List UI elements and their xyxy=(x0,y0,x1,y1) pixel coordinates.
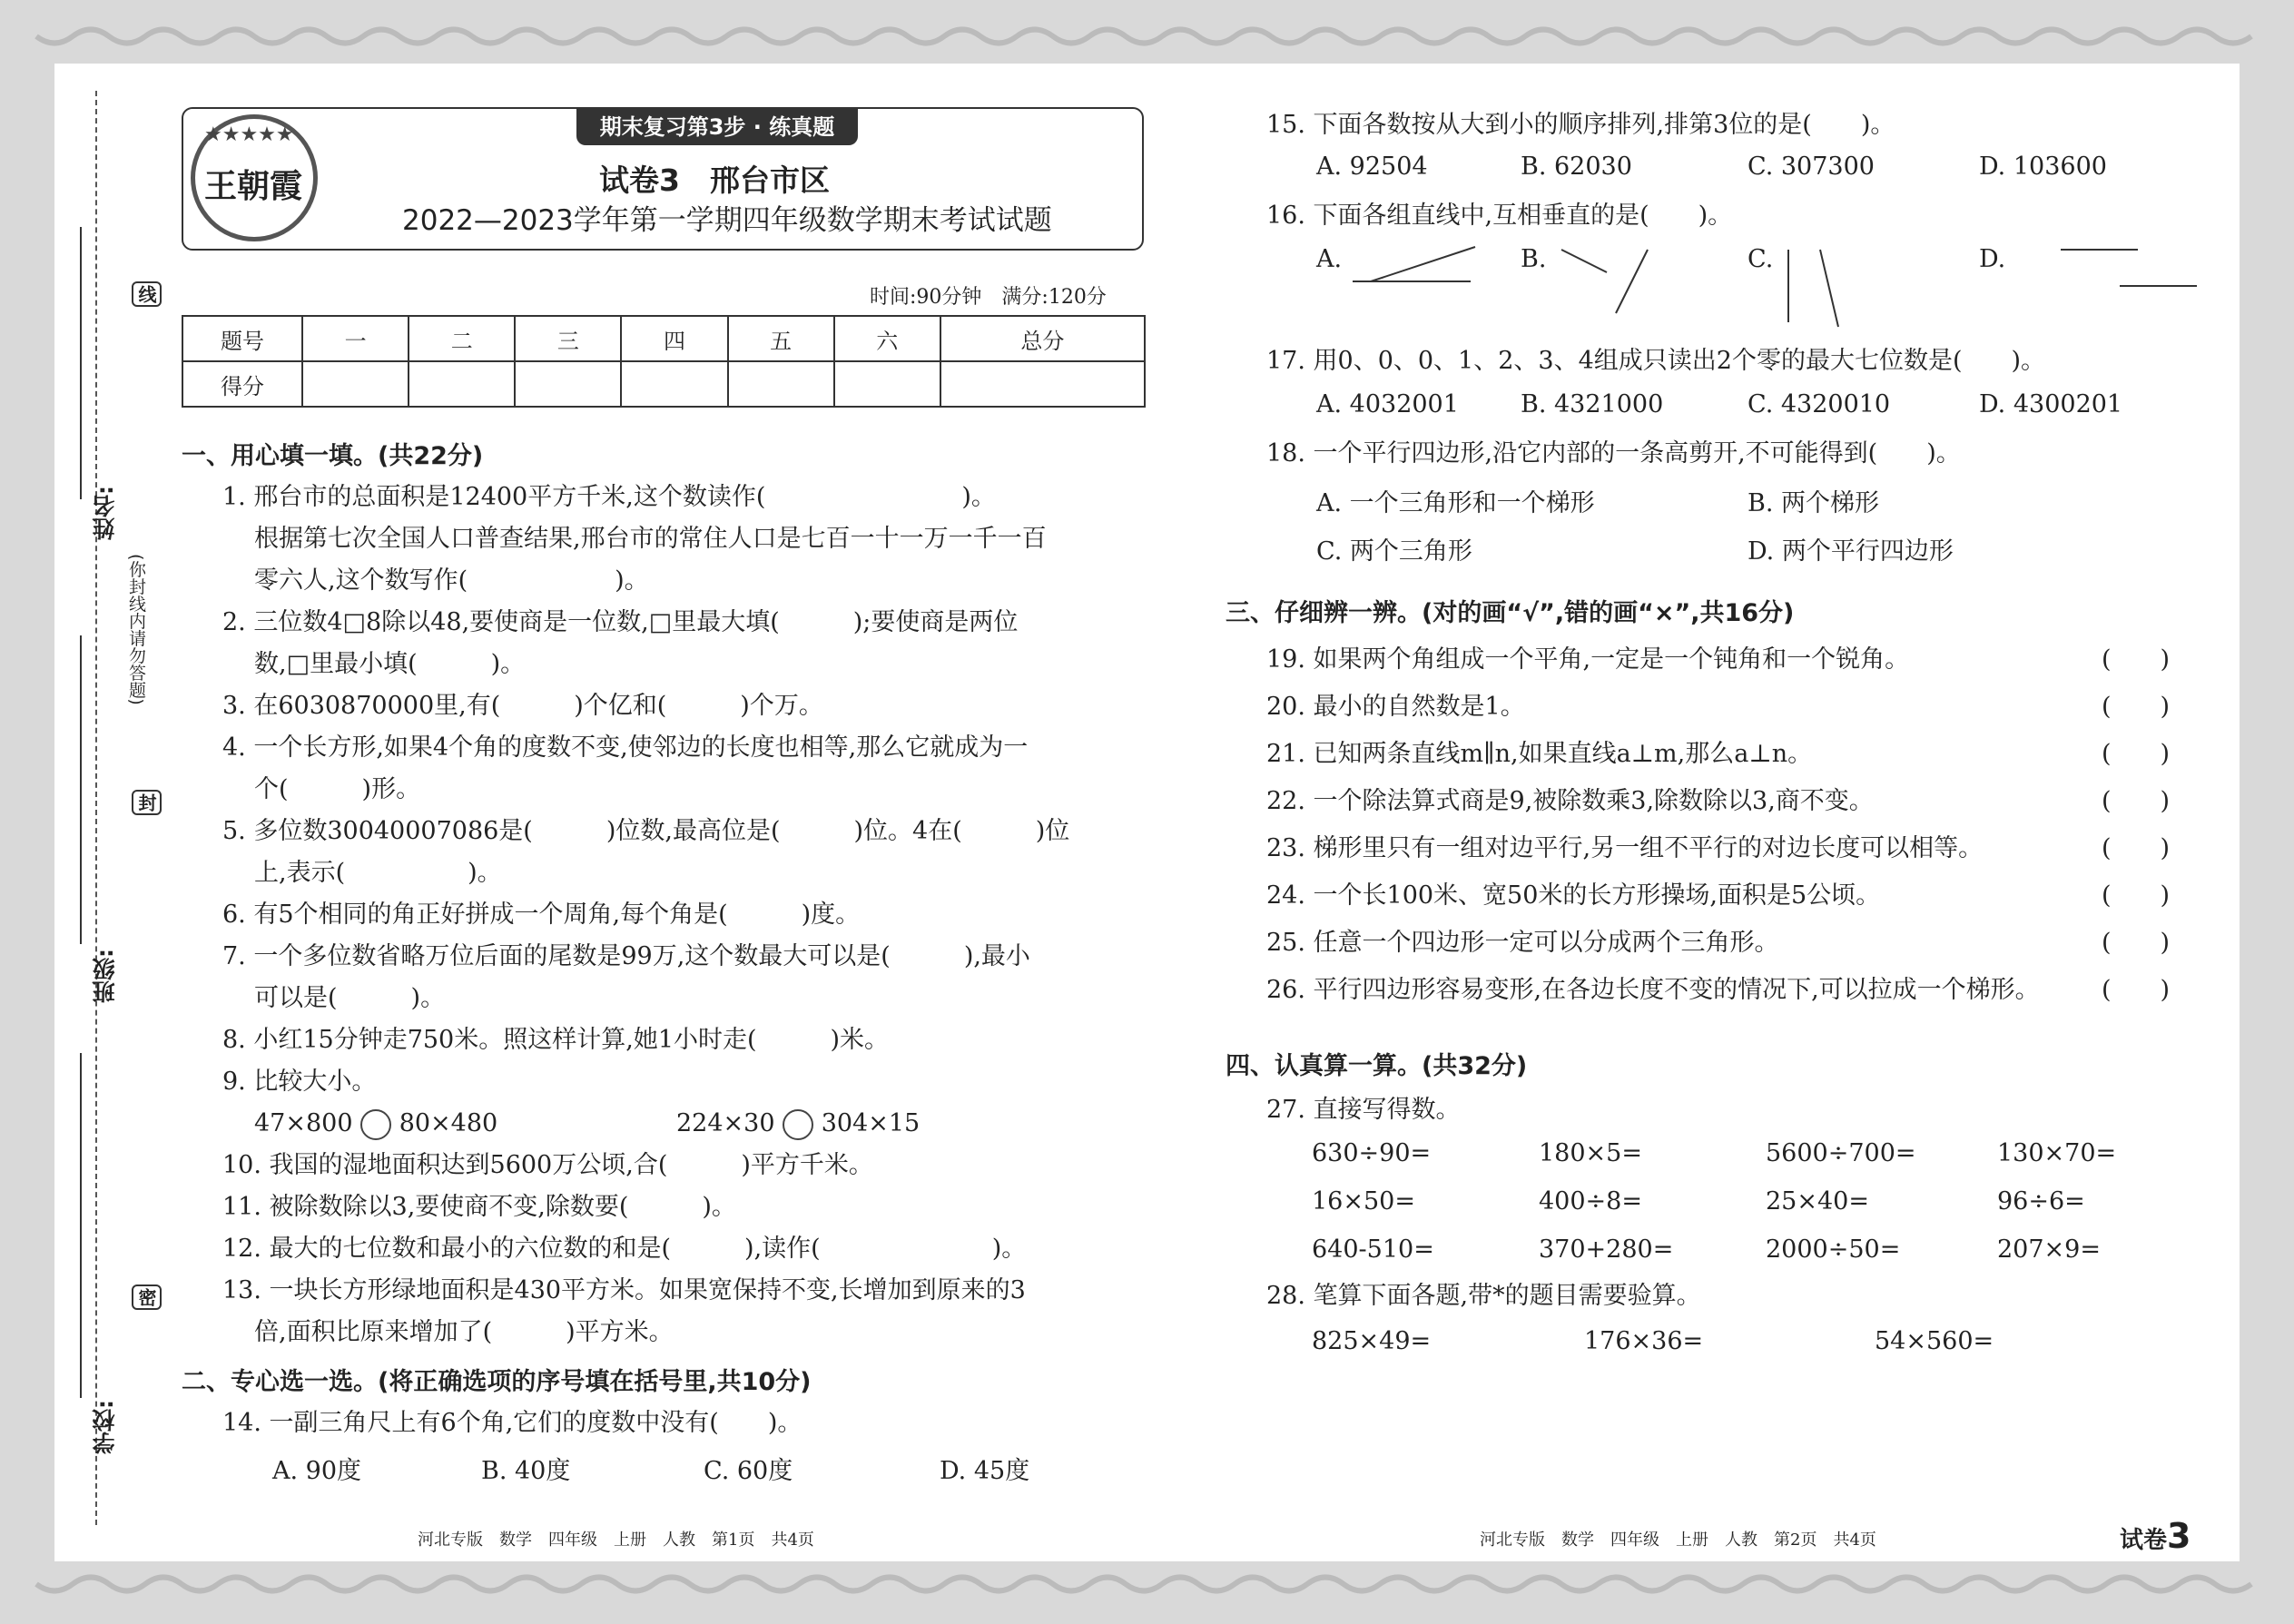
question-12: 12. 最大的七位数和最小的六位数的和是( ),读作( )。 xyxy=(222,1235,1027,1263)
judge-23: 23. 梯形里只有一组对边平行,另一组不平行的对边长度可以相等。 xyxy=(1266,834,1984,862)
calc-item: 400÷8= xyxy=(1539,1187,1642,1216)
lines-figure-c xyxy=(1779,245,1897,336)
score-cell[interactable] xyxy=(515,361,621,407)
label-seal: 封 xyxy=(132,790,162,815)
score-header: 总分 xyxy=(940,316,1145,361)
question-18: 18. 一个平行四边形,沿它内部的一条高剪开,不可能得到( )。 xyxy=(1266,439,1961,468)
question-1-line2: 根据第七次全国人口普查结果,邢台市的常住人口是七百一十一万一千一百 xyxy=(254,525,1047,553)
option-c: C. 307300 xyxy=(1748,153,1875,181)
calc-item: 370+280= xyxy=(1539,1235,1674,1264)
option-a: A. xyxy=(1316,245,1343,273)
calc-item: 16×50= xyxy=(1312,1187,1415,1216)
footer-right: 河北专版 数学 四年级 上册 人教 第2页 共4页 xyxy=(1480,1530,1876,1550)
option-d: D. xyxy=(1979,245,2006,273)
class-blank-line[interactable] xyxy=(80,635,82,944)
option-a: A. 92504 xyxy=(1316,153,1428,181)
score-header: 五 xyxy=(728,316,834,361)
option-c: C. xyxy=(1748,245,1774,273)
compare-expr: 47×800 xyxy=(254,1109,353,1137)
option-a: A. 一个三角形和一个梯形 xyxy=(1316,489,1595,517)
calc-item: 130×70= xyxy=(1997,1139,2117,1167)
written-calc-item: 176×36= xyxy=(1584,1327,1704,1355)
score-cell[interactable] xyxy=(621,361,727,407)
question-16: 16. 下面各组直线中,互相垂直的是( )。 xyxy=(1266,202,1733,230)
calc-item: 25×40= xyxy=(1766,1187,1869,1216)
exam-title: 试卷3 邢台市区 xyxy=(599,162,830,198)
judge-22: 22. 一个除法算式商是9,被除数乘3,除数除以3,商不变。 xyxy=(1266,787,1874,815)
judge-answer[interactable]: ( ) xyxy=(2102,740,2171,768)
binding-dashed-line xyxy=(95,91,97,1525)
question-17: 17. 用0、0、0、1、2、3、4组成只读出2个零的最大七位数是( )。 xyxy=(1266,347,2046,375)
question-27: 27. 直接写得数。 xyxy=(1266,1096,1461,1124)
compare-right xyxy=(676,1103,920,1145)
question-6: 6. 有5个相同的角正好拼成一个周角,每个角是( )度。 xyxy=(222,901,861,929)
question-1: 1. 邢台市的总面积是12400平方千米,这个数读作( )。 xyxy=(222,483,996,511)
label-secret: 密 xyxy=(132,1284,162,1310)
question-13-line2: 倍,面积比原来增加了( )平方米。 xyxy=(254,1318,674,1346)
score-header: 题号 xyxy=(182,316,302,361)
calc-item: 630÷90= xyxy=(1312,1139,1432,1167)
question-5-line2: 上,表示( )。 xyxy=(254,859,502,887)
question-2: 2. 三位数4□8除以48,要使商是一位数,□里最大填( );要使商是两位 xyxy=(222,608,1019,636)
time-info: 时间:90分钟 满分:120分 xyxy=(870,286,1107,309)
brand-logo xyxy=(191,114,318,241)
option-c: C. 两个三角形 xyxy=(1316,537,1472,566)
judge-26: 26. 平行四边形容易变形,在各边长度不变的情况下,可以拉成一个梯形。 xyxy=(1266,976,2040,1004)
option-d: D. 103600 xyxy=(1979,153,2107,181)
option-b: B. 两个梯形 xyxy=(1748,489,1880,517)
score-cell[interactable] xyxy=(834,361,940,407)
lines-figure-a xyxy=(1353,245,1480,300)
option-c: C. 4320010 xyxy=(1748,390,1891,418)
judge-answer[interactable]: ( ) xyxy=(2102,976,2171,1004)
score-header: 三 xyxy=(515,316,621,361)
score-header: 一 xyxy=(302,316,409,361)
name-label: 姓名: xyxy=(92,486,118,540)
section-1-title: 一、用心填一填。(共22分) xyxy=(182,442,484,470)
judge-answer[interactable]: ( ) xyxy=(2102,834,2171,862)
option-b: B. 40度 xyxy=(481,1457,571,1485)
score-cell[interactable] xyxy=(728,361,834,407)
option-d: D. 45度 xyxy=(940,1457,1030,1485)
label-line: 线 xyxy=(132,281,162,307)
question-15: 15. 下面各数按从大到小的顺序排列,排第3位的是( )。 xyxy=(1266,111,1895,139)
question-1-line3: 零六人,这个数写作( )。 xyxy=(254,566,649,595)
judge-20: 20. 最小的自然数是1。 xyxy=(1266,693,1525,721)
judge-answer[interactable]: ( ) xyxy=(2102,693,2171,721)
lines-figure-b xyxy=(1557,245,1675,318)
school-blank-line[interactable] xyxy=(80,1053,82,1398)
question-2-line2: 数,□里最小填( )。 xyxy=(254,650,526,678)
written-calc-item: 54×560= xyxy=(1875,1327,1994,1355)
score-header: 二 xyxy=(409,316,515,361)
option-b: B. 62030 xyxy=(1521,153,1632,181)
question-4-line2: 个( )形。 xyxy=(254,775,421,803)
judge-answer[interactable]: ( ) xyxy=(2102,881,2171,910)
calc-item: 640-510= xyxy=(1312,1235,1434,1264)
compare-expr: 80×480 xyxy=(399,1109,498,1137)
badge-text: 试卷 xyxy=(2120,1527,2168,1554)
score-cell[interactable] xyxy=(302,361,409,407)
section-2-title: 二、专心选一选。(将正确选项的序号填在括号里,共10分) xyxy=(182,1368,812,1396)
score-header: 六 xyxy=(834,316,940,361)
judge-answer[interactable]: ( ) xyxy=(2102,929,2171,957)
calc-item: 5600÷700= xyxy=(1766,1139,1916,1167)
judge-answer[interactable]: ( ) xyxy=(2102,787,2171,815)
compare-expr: 304×15 xyxy=(821,1109,921,1137)
written-calc-item: 825×49= xyxy=(1312,1327,1432,1355)
score-table xyxy=(182,315,1146,408)
question-13: 13. 一块长方形绿地面积是430平方米。如果宽保持不变,长增加到原来的3 xyxy=(222,1276,1026,1304)
option-b: B. 4321000 xyxy=(1521,390,1664,418)
no-answer-notice: (你封线内请勿答题) xyxy=(126,554,146,705)
question-3: 3. 在6030870000里,有( )个亿和( )个万。 xyxy=(222,692,823,720)
judge-24: 24. 一个长100米、宽50米的长方形操场,面积是5公顷。 xyxy=(1266,881,1881,910)
question-7: 7. 一个多位数省略万位后面的尾数是99万,这个数最大可以是( ),最小 xyxy=(222,942,1030,970)
question-14: 14. 一副三角尺上有6个角,它们的度数中没有( )。 xyxy=(222,1409,802,1437)
question-10: 10. 我国的湿地面积达到5600万公顷,合( )平方千米。 xyxy=(222,1151,873,1179)
question-7-line2: 可以是( )。 xyxy=(254,984,446,1012)
option-d: D. 4300201 xyxy=(1979,390,2123,418)
question-9: 9. 比较大小。 xyxy=(222,1068,377,1096)
calc-item: 207×9= xyxy=(1997,1235,2101,1264)
option-a: A. 4032001 xyxy=(1316,390,1459,418)
compare-circle[interactable] xyxy=(783,1109,813,1140)
section-3-title: 三、仔细辨一辨。(对的画“√”,错的画“×”,共16分) xyxy=(1226,599,1795,627)
compare-left xyxy=(254,1103,497,1145)
class-label: 班级: xyxy=(92,949,118,1003)
question-11: 11. 被除数除以3,要使商不变,除数要( )。 xyxy=(222,1193,736,1221)
question-4: 4. 一个长方形,如果4个角的度数不变,使邻边的长度也相等,那么它就成为一 xyxy=(222,733,1029,762)
judge-19: 19. 如果两个角组成一个平角,一定是一个钝角和一个锐角。 xyxy=(1266,645,1910,674)
review-banner: 期末复习第3步 · 练真题 xyxy=(576,109,858,145)
name-blank-line[interactable] xyxy=(80,227,82,499)
exam-subtitle: 2022—2023学年第一学期四年级数学期末考试试题 xyxy=(402,204,1052,237)
compare-circle[interactable] xyxy=(360,1109,391,1140)
question-5: 5. 多位数30040007086是( )位数,最高位是( )位。4在( )位 xyxy=(222,817,1070,845)
judge-25: 25. 任意一个四边形一定可以分成两个三角形。 xyxy=(1266,929,1779,957)
judge-answer[interactable]: ( ) xyxy=(2102,645,2171,674)
svg-text:★★★★★: ★★★★★ xyxy=(204,123,294,146)
calc-item: 2000÷50= xyxy=(1766,1235,1901,1264)
school-label: 学校: xyxy=(92,1400,118,1454)
option-c: C. 60度 xyxy=(704,1457,793,1485)
logo-text: 王朝霞 xyxy=(204,167,303,205)
question-28: 28. 笔算下面各题,带*的题目需要验算。 xyxy=(1266,1282,1701,1310)
score-cell[interactable] xyxy=(409,361,515,407)
question-8: 8. 小红15分钟走750米。照这样计算,她1小时走( )米。 xyxy=(222,1026,890,1054)
score-header: 四 xyxy=(621,316,727,361)
calc-item: 180×5= xyxy=(1539,1139,1642,1167)
paper-badge xyxy=(2120,1516,2191,1556)
section-4-title: 四、认真算一算。(共32分) xyxy=(1226,1052,1528,1080)
judge-21: 21. 已知两条直线m∥n,如果直线a⊥m,那么a⊥n。 xyxy=(1266,740,1813,768)
option-a: A. 90度 xyxy=(272,1457,362,1485)
score-cell[interactable] xyxy=(940,361,1145,407)
paper-page xyxy=(54,64,2240,1561)
lines-figure-d xyxy=(2015,245,2206,300)
compare-expr: 224×30 xyxy=(676,1109,775,1137)
badge-number: 3 xyxy=(2167,1516,2191,1556)
score-row-label: 得分 xyxy=(182,361,302,407)
footer-left: 河北专版 数学 四年级 上册 人教 第1页 共4页 xyxy=(418,1530,814,1550)
option-b: B. xyxy=(1521,245,1547,273)
stars-icon xyxy=(195,115,313,152)
calc-item: 96÷6= xyxy=(1997,1187,2085,1216)
option-d: D. 两个平行四边形 xyxy=(1748,537,1954,566)
